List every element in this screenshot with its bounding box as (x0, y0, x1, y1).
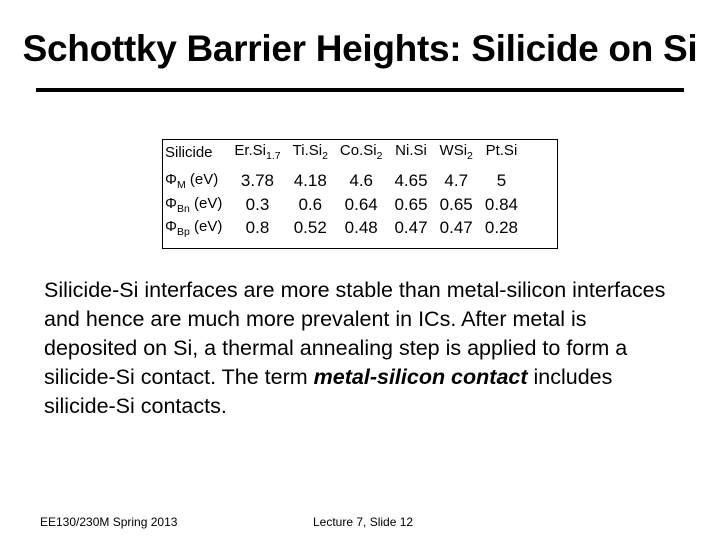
col-header: $Ti.Si_2$ (292, 142, 328, 162)
table-cell: 0.47 (439, 217, 473, 237)
table-cell: 3.78 (240, 171, 275, 190)
table-cell: 5 (496, 171, 507, 190)
barrier-height-table (162, 139, 524, 239)
table-cell: 4.6 (349, 171, 373, 190)
table-cell: 0.28 (484, 217, 518, 237)
table-cell: 0.65 (439, 194, 473, 214)
title-underline (36, 88, 684, 92)
table-cell: 0.84 (484, 194, 518, 214)
table-cell: 4.65 (394, 171, 428, 190)
emphasis-term: metal-silicon contact (313, 365, 528, 389)
footer-slide-number: Lecture 7, Slide 12 (313, 515, 414, 529)
table-cell: 0.47 (394, 217, 428, 237)
table-cell: 4.18 (293, 171, 327, 190)
col-header: $Er.Si_{1.7}$ (234, 142, 281, 162)
table-cell: 0.64 (344, 194, 378, 214)
footer-course: EE130/230M Spring 2013 (40, 515, 178, 529)
table-cell: 0.3 (245, 194, 270, 214)
col-header: Ni.Si (395, 142, 427, 159)
table-cell: 0.65 (394, 194, 428, 214)
table-cell: 0.8 (245, 217, 270, 237)
table-header-row (162, 139, 524, 165)
table-row (162, 193, 524, 216)
table-cell: 0.6 (298, 194, 323, 214)
table-cell: 0.48 (344, 217, 378, 237)
row-label: $\Phi_{Bp}$ (eV) (165, 217, 223, 238)
body-paragraph: Silicide-Si interfaces are more stable than metal-silicon interfaces and hence are much more prevalent in ICs. After metal is deposited on Si, a thermal annealing step is applied to form a silicide-Si contact. The term metal-silicon contact includes silicide-Si contacts. (44, 278, 666, 418)
table-row (162, 216, 524, 239)
col-header: WSi$_2$ (439, 142, 473, 162)
row-label: $\Phi_{Bn}$ (eV) (165, 194, 223, 215)
col-header: Pt.Si (485, 142, 518, 159)
slide-title: Schottky Barrier Heights: Silicide on Si (22, 28, 698, 69)
table-cell: 0.52 (293, 217, 327, 237)
header-label: Silicide (165, 143, 213, 161)
col-header: $Co.Si_2$ (339, 142, 383, 162)
table-cell: 4.7 (444, 171, 469, 190)
row-label: $\Phi_M$ (eV) (165, 171, 219, 191)
table-row (162, 165, 524, 193)
